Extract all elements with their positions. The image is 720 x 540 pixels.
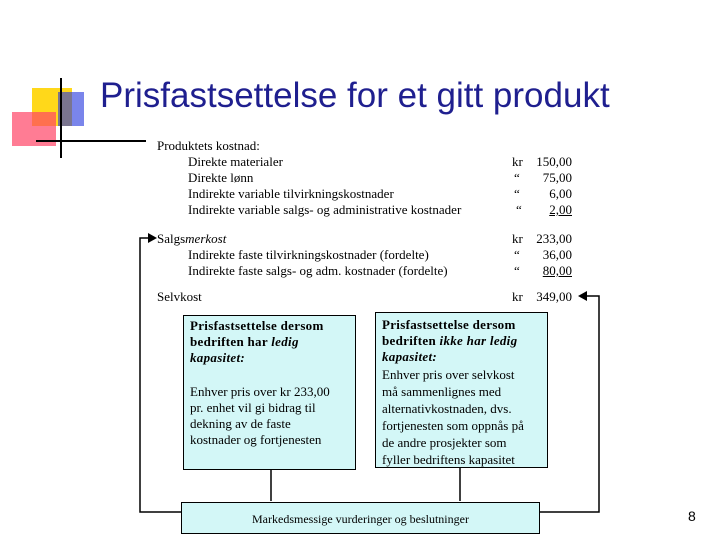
ledig-kapasitet-box (183, 315, 356, 470)
box-body-line: fyller bedriftens kapasitet (382, 452, 515, 467)
box-heading-emphasis: kapasitet: (190, 350, 245, 365)
cost-heading: Produktets kostnad: (157, 138, 260, 153)
margin-label-emphasis: merkost (185, 231, 227, 246)
selvkost-amount: 349,00 (536, 289, 572, 304)
box-body-line: pr. enhet vil gi bidrag til (190, 400, 316, 415)
cost-prefix: “ (514, 170, 520, 185)
box-heading-line (382, 349, 437, 365)
box-body-line: Enhver pris over kr 233,00 (190, 384, 330, 399)
box-heading-prefix: bedriften (382, 333, 440, 348)
selvkost-prefix: kr (512, 289, 523, 304)
box-heading-emphasis: ikke har ledig (439, 333, 518, 348)
page-number: 8 (688, 508, 696, 524)
box-heading-line: Prisfastsettelse dersom (382, 317, 516, 332)
cost-label: Indirekte variable salgs- og administrative kostnader (188, 202, 462, 217)
cost-amount: 6,00 (549, 186, 572, 201)
margin-prefix: kr (512, 231, 523, 246)
ikke-ledig-kapasitet-box (375, 312, 548, 468)
box-heading-line (190, 334, 299, 350)
selvkost-label: Selvkost (157, 289, 202, 304)
slide-title: Prisfastsettelse for et gitt produkt (100, 76, 610, 115)
cost-prefix: “ (514, 186, 520, 201)
fixed-cost-prefix: “ (514, 247, 520, 262)
box-heading-emphasis: ledig (271, 334, 299, 349)
margin-amount: 233,00 (536, 231, 572, 246)
box-body-line: Enhver pris over selvkost (382, 367, 515, 382)
cost-prefix: “ (516, 202, 522, 217)
cost-label: Indirekte variable tilvirkningskostnader (188, 186, 394, 201)
fixed-cost-amount: 36,00 (542, 247, 572, 262)
fixed-cost-label: Indirekte faste tilvirkningskostnader (fordelte) (188, 247, 429, 262)
cost-label: Direkte materialer (188, 154, 283, 169)
box-body-line: de andre prosjekter som (382, 435, 507, 450)
box-body-line: alternativkostnaden, dvs. (382, 401, 512, 416)
fixed-cost-amount: 80,00 (542, 263, 572, 278)
margin-label-prefix: Salgs (157, 231, 186, 246)
box-body-line: kostnader og fortjenesten (190, 432, 322, 447)
cost-prefix: kr (512, 154, 523, 169)
cost-amount: 150,00 (536, 154, 572, 169)
cost-label: Direkte lønn (188, 170, 254, 185)
box-body-line: fortjenesten som oppnås på (382, 418, 524, 433)
cost-amount: 2,00 (549, 202, 572, 217)
box-heading-emphasis: kapasitet: (382, 349, 437, 364)
box-body-line: må sammenlignes med (382, 384, 502, 399)
cost-amount: 75,00 (542, 170, 572, 185)
fixed-cost-label: Indirekte faste salgs- og adm. kostnader (fordelte) (188, 263, 448, 278)
box-heading-line: Prisfastsettelse dersom (190, 318, 324, 333)
box-heading-prefix: bedriften har (190, 334, 272, 349)
box-body-line: dekning av de faste (190, 416, 291, 431)
arrow-head-left (148, 233, 157, 243)
arrow-head-right (578, 291, 587, 301)
fixed-cost-prefix: “ (514, 263, 520, 278)
market-decisions-text: Markedsmessige vurderinger og beslutninger (252, 512, 469, 526)
box-heading-line (382, 333, 517, 349)
market-decisions-box (181, 502, 540, 534)
box-heading-line (190, 350, 245, 366)
